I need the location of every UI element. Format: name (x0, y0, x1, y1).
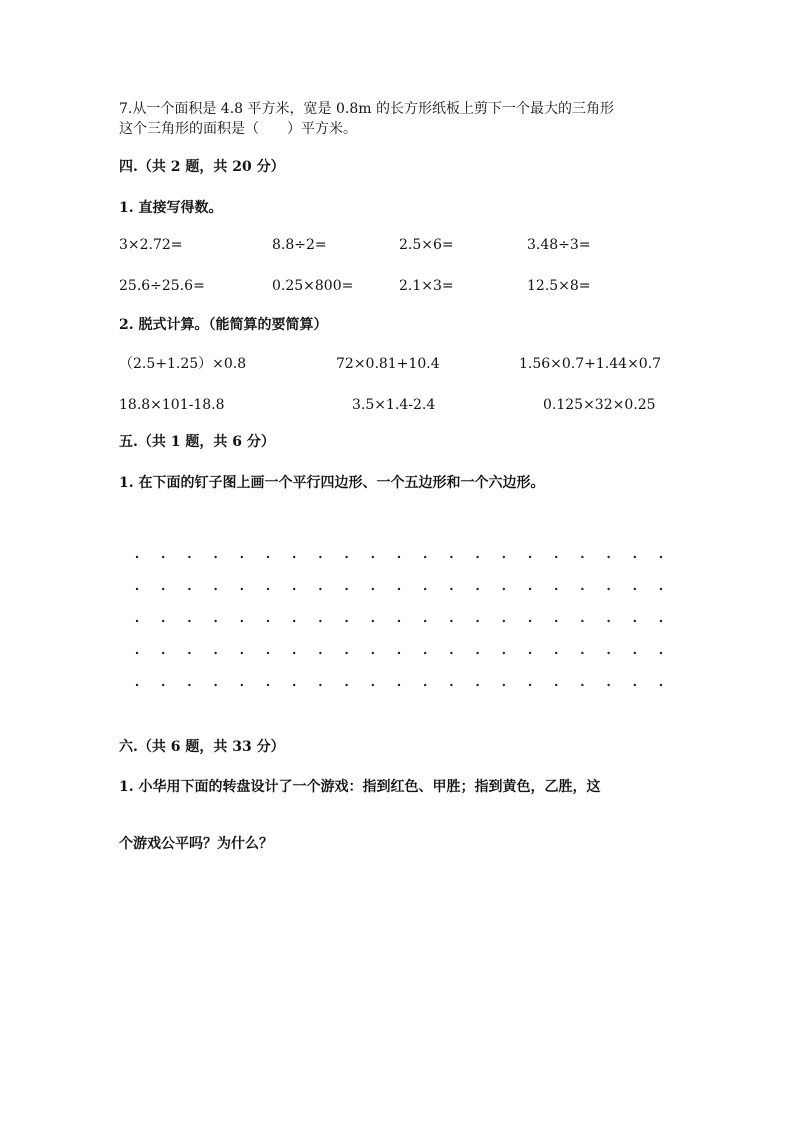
grid-dot[interactable] (581, 588, 583, 590)
grid-dot[interactable] (267, 556, 269, 558)
grid-dot[interactable] (424, 588, 426, 590)
grid-dot[interactable] (319, 556, 321, 558)
grid-dot[interactable] (555, 684, 557, 686)
grid-dot[interactable] (345, 684, 347, 686)
grid-dot[interactable] (214, 620, 216, 622)
grid-dot[interactable] (607, 684, 609, 686)
grid-dot[interactable] (450, 588, 452, 590)
grid-dot[interactable] (529, 620, 531, 622)
grid-dot[interactable] (345, 556, 347, 558)
direct-calc-item: 2.5×6= (399, 237, 454, 253)
grid-dot[interactable] (503, 556, 505, 558)
grid-dot[interactable] (241, 652, 243, 654)
grid-dot[interactable] (214, 652, 216, 654)
grid-dot[interactable] (241, 556, 243, 558)
grid-dot[interactable] (345, 588, 347, 590)
grid-dot[interactable] (634, 652, 636, 654)
grid-dot[interactable] (529, 652, 531, 654)
grid-dot[interactable] (136, 588, 138, 590)
grid-dot[interactable] (529, 684, 531, 686)
grid-dot[interactable] (476, 652, 478, 654)
grid-dot[interactable] (162, 556, 164, 558)
grid-dot[interactable] (293, 620, 295, 622)
section-4-heading: 四.（共 2 题，共 20 分） (119, 159, 285, 175)
grid-dot[interactable] (214, 588, 216, 590)
grid-dot[interactable] (188, 556, 190, 558)
grid-dot[interactable] (319, 652, 321, 654)
grid-dot[interactable] (476, 556, 478, 558)
direct-calc-item: 2.1×3= (399, 278, 454, 294)
grid-dot[interactable] (634, 620, 636, 622)
grid-dot[interactable] (503, 684, 505, 686)
grid-dot[interactable] (372, 620, 374, 622)
grid-dot[interactable] (424, 620, 426, 622)
step-calc-item: 1.56×0.7+1.44×0.7 (519, 356, 662, 372)
section-5-heading: 五.（共 1 题，共 6 分） (119, 434, 275, 450)
grid-dot[interactable] (188, 684, 190, 686)
grid-dot[interactable] (450, 556, 452, 558)
grid-dot[interactable] (319, 588, 321, 590)
grid-dot[interactable] (555, 652, 557, 654)
grid-dot[interactable] (241, 588, 243, 590)
grid-dot[interactable] (607, 588, 609, 590)
grid-dot[interactable] (319, 620, 321, 622)
grid-dot[interactable] (529, 588, 531, 590)
question-7-line-2: 这个三角形的面积是（ ）平方米。 (119, 121, 357, 137)
grid-dot[interactable] (607, 620, 609, 622)
grid-dot[interactable] (634, 684, 636, 686)
grid-dot[interactable] (293, 684, 295, 686)
direct-calc-item: 25.6÷25.6= (119, 278, 205, 294)
section-5-q1-title: 1. 在下面的钉子图上画一个平行四边形、一个五边形和一个六边形。 (119, 475, 545, 491)
step-calc-item: 3.5×1.4-2.4 (352, 397, 436, 413)
grid-dot[interactable] (424, 684, 426, 686)
grid-dot[interactable] (372, 652, 374, 654)
direct-calc-item: 0.25×800= (272, 278, 354, 294)
grid-dot[interactable] (136, 620, 138, 622)
section-6-heading: 六.（共 6 题，共 33 分） (119, 739, 285, 755)
section-4-q2-title: 2. 脱式计算。（能简算的要简算） (119, 317, 328, 333)
grid-dot[interactable] (634, 588, 636, 590)
grid-dot[interactable] (214, 556, 216, 558)
grid-dot[interactable] (372, 556, 374, 558)
grid-dot[interactable] (581, 684, 583, 686)
step-calc-item: 0.125×32×0.25 (543, 397, 656, 413)
grid-dot[interactable] (136, 556, 138, 558)
grid-dot[interactable] (398, 556, 400, 558)
grid-dot[interactable] (398, 588, 400, 590)
grid-dot[interactable] (267, 620, 269, 622)
grid-dot[interactable] (660, 620, 662, 622)
section-6-q1-line-2: 个游戏公平吗？为什么？ (119, 836, 273, 852)
grid-dot[interactable] (398, 620, 400, 622)
grid-dot[interactable] (581, 652, 583, 654)
grid-dot[interactable] (634, 556, 636, 558)
step-calc-item: 72×0.81+10.4 (336, 356, 440, 372)
step-calc-item: （2.5+1.25）×0.8 (119, 356, 247, 372)
grid-dot[interactable] (398, 652, 400, 654)
section-6-q1-line-1: 1. 小华用下面的转盘设计了一个游戏：指到红色、甲胜；指到黄色，乙胜，这 (119, 779, 601, 795)
grid-dot[interactable] (136, 684, 138, 686)
grid-dot[interactable] (241, 620, 243, 622)
grid-dot[interactable] (267, 684, 269, 686)
grid-dot[interactable] (529, 556, 531, 558)
grid-dot[interactable] (476, 588, 478, 590)
step-calc-item: 18.8×101-18.8 (119, 397, 225, 413)
grid-dot[interactable] (450, 652, 452, 654)
grid-dot[interactable] (162, 620, 164, 622)
grid-dot[interactable] (555, 556, 557, 558)
grid-dot[interactable] (660, 684, 662, 686)
grid-dot[interactable] (293, 588, 295, 590)
grid-dot[interactable] (607, 556, 609, 558)
grid-dot[interactable] (214, 684, 216, 686)
grid-dot[interactable] (581, 620, 583, 622)
grid-dot[interactable] (503, 588, 505, 590)
grid-dot[interactable] (345, 620, 347, 622)
section-4-q1-title: 1. 直接写得数。 (119, 200, 223, 216)
grid-dot[interactable] (345, 652, 347, 654)
direct-calc-item: 8.8÷2= (272, 237, 327, 253)
grid-dot[interactable] (372, 588, 374, 590)
grid-dot[interactable] (607, 652, 609, 654)
grid-dot[interactable] (660, 556, 662, 558)
grid-dot[interactable] (162, 588, 164, 590)
grid-dot[interactable] (372, 684, 374, 686)
grid-dot[interactable] (188, 652, 190, 654)
grid-dot[interactable] (267, 652, 269, 654)
grid-dot[interactable] (476, 684, 478, 686)
direct-calc-item: 3×2.72= (119, 237, 183, 253)
grid-dot[interactable] (660, 652, 662, 654)
grid-dot[interactable] (241, 684, 243, 686)
grid-dot[interactable] (398, 684, 400, 686)
grid-dot[interactable] (660, 588, 662, 590)
grid-dot[interactable] (503, 620, 505, 622)
grid-dot[interactable] (424, 652, 426, 654)
grid-dot[interactable] (136, 652, 138, 654)
grid-dot[interactable] (188, 588, 190, 590)
grid-dot[interactable] (503, 652, 505, 654)
grid-dot[interactable] (476, 620, 478, 622)
grid-dot[interactable] (293, 556, 295, 558)
direct-calc-item: 12.5×8= (527, 278, 591, 294)
grid-dot[interactable] (267, 588, 269, 590)
question-7-line-1: 7.从一个面积是 4.8 平方米，宽是 0.8m 的长方形纸板上剪下一个最大的三角形 (119, 101, 614, 117)
grid-dot[interactable] (555, 620, 557, 622)
grid-dot[interactable] (581, 556, 583, 558)
grid-dot[interactable] (162, 684, 164, 686)
grid-dot[interactable] (450, 684, 452, 686)
grid-dot[interactable] (319, 684, 321, 686)
direct-calc-item: 3.48÷3= (527, 237, 591, 253)
grid-dot[interactable] (188, 620, 190, 622)
grid-dot[interactable] (450, 620, 452, 622)
grid-dot[interactable] (162, 652, 164, 654)
grid-dot[interactable] (555, 588, 557, 590)
grid-dot[interactable] (293, 652, 295, 654)
grid-dot[interactable] (424, 556, 426, 558)
